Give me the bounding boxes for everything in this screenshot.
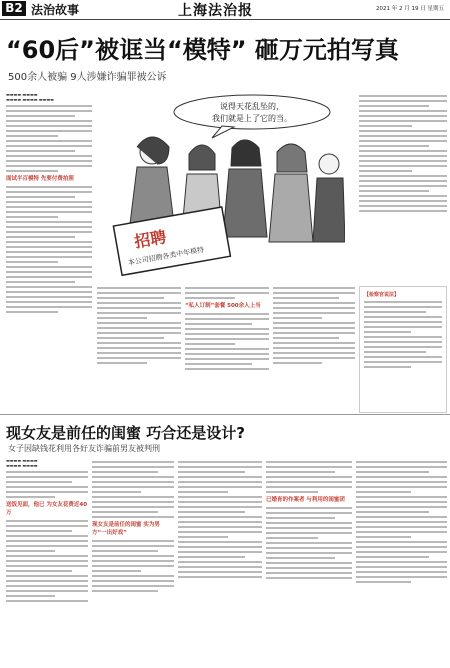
- byline: ▬▬▬▬ ▬▬▬▬ ▬▬▬▬ ▬▬▬▬ ▬▬▬▬: [6, 92, 54, 102]
- sign-title: 招聘: [132, 227, 168, 252]
- subheading: 现女友是前任的闺蜜 实为男方“一出好戏”: [92, 522, 160, 536]
- story2-col-3: [178, 458, 262, 664]
- byline: ▬▬▬▬ ▬▬▬▬ ▬▬▬▬ ▬▬▬▬: [6, 458, 38, 468]
- subheading: 送饭见面，他已 为女友花费近40万: [6, 502, 88, 516]
- subheadline-2: 女子因缺钱花利用各好友诈骗前男友被判刑: [8, 444, 160, 453]
- headline-1: “60后”被诓当“模特” 砸万元拍写真: [6, 36, 399, 64]
- issue-date: 2021 年 2 月 19 日 星期五: [376, 6, 444, 12]
- page-number: B2: [2, 1, 26, 16]
- subheading: 面试半百模特 先要付费拍照: [6, 176, 74, 182]
- story1-col-1: [6, 92, 92, 412]
- story2-col-4: [266, 458, 352, 664]
- story1-col-3: [185, 284, 269, 412]
- cartoon-speech-line2: 我们就是上了它的当。: [212, 114, 292, 123]
- story1-col-5: [359, 92, 447, 280]
- page-header: [0, 0, 450, 20]
- sign-subtitle: 本公司招聘各类中年模特: [127, 245, 205, 268]
- sidebox-title: 【检察官说法】: [364, 292, 400, 298]
- masthead-logo: 上海法治报: [178, 3, 253, 19]
- section-title: 法治故事: [31, 3, 80, 17]
- story2-col-1: [6, 458, 88, 664]
- prosecutor-comment-box: [359, 286, 447, 413]
- headline-2: 现女友是前任的闺蜜 巧合还是设计?: [6, 424, 245, 442]
- subheading: “私人订制”套餐 500余人上当: [185, 303, 261, 309]
- subheading: 已婚育的作案者 与利用的闺蜜团: [266, 497, 345, 503]
- story-divider: [0, 414, 450, 415]
- cartoon-illustration: [97, 92, 345, 278]
- cartoon-speech-line1: 说得天花乱坠的，: [220, 102, 284, 111]
- subheadline-1: 500余人被骗 9人涉嫌诈骗罪被公诉: [8, 72, 167, 83]
- story1-col-4: [273, 284, 355, 412]
- story2-col-2: [92, 458, 174, 664]
- story1-col-2: [97, 284, 181, 412]
- story2-col-5: [356, 458, 447, 664]
